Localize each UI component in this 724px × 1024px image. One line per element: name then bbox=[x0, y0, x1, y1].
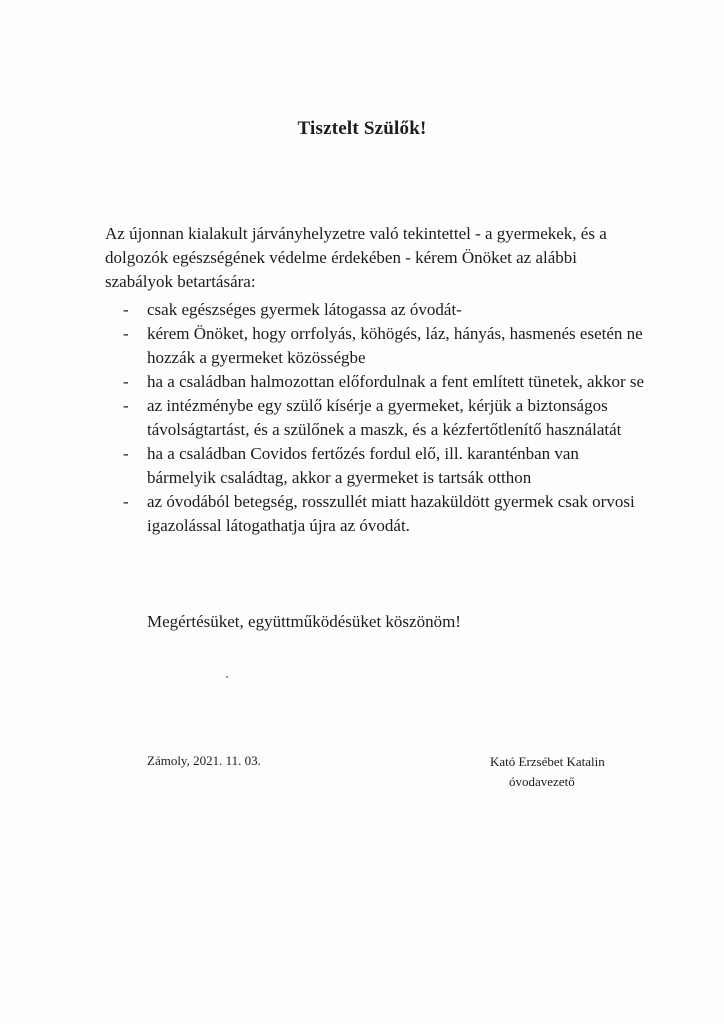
rule-text: az óvodából betegség, rosszullét miatt hazaküldött gyermek csak orvosi igazolással látogathatja újra az óvodát. bbox=[147, 492, 635, 535]
closing-line: Megértésüket, együttműködésüket köszönöm! bbox=[147, 612, 461, 631]
bullet-dash: - bbox=[123, 300, 129, 319]
place-date: Zámoly, 2021. 11. 03. bbox=[147, 753, 261, 768]
scan-speck bbox=[226, 676, 228, 678]
signer-name: Kató Erzsébet Katalin bbox=[490, 754, 605, 769]
rule-text: csak egészséges gyermek látogassa az óvodát- bbox=[147, 300, 462, 319]
rule-item bbox=[105, 442, 645, 490]
bullet-dash: - bbox=[123, 444, 129, 463]
rule-item bbox=[105, 322, 645, 370]
document-title: Tisztelt Szülők! bbox=[297, 118, 427, 139]
bullet-dash: - bbox=[123, 492, 129, 511]
bullet-dash: - bbox=[123, 324, 129, 343]
rule-item bbox=[105, 394, 645, 442]
rule-text: kérem Önöket, hogy orrfolyás, köhögés, láz, hányás, hasmenés esetén ne hozzák a gyermeket közösségbe bbox=[147, 324, 643, 367]
rule-item bbox=[105, 298, 645, 322]
rules-list bbox=[105, 298, 645, 538]
rule-text: ha a családban Covidos fertőzés fordul elő, ill. karanténban van bármelyik családtag, akkor a gyermeket is tartsák otthon bbox=[147, 444, 579, 487]
rule-item bbox=[105, 370, 645, 394]
rule-item bbox=[105, 490, 645, 538]
rule-text: az intézménybe egy szülő kísérje a gyermeket, kérjük a biztonságos távolságtartást, és a szülőnek a maszk, és a kézfertőtlenítő használatát bbox=[147, 396, 622, 439]
bullet-dash: - bbox=[123, 372, 129, 391]
intro-paragraph: Az újonnan kialakult járványhelyzetre való tekintettel - a gyermekek, és a dolgozók egészségének védelme érdekében - kérem Önöket az alábbi szabályok betartására: bbox=[105, 224, 607, 291]
signature-block bbox=[490, 752, 640, 792]
bullet-dash: - bbox=[123, 396, 129, 415]
signer-role: óvodavezető bbox=[509, 774, 575, 789]
rule-text: ha a családban halmozottan előfordulnak a fent említett tünetek, akkor se bbox=[147, 372, 645, 391]
